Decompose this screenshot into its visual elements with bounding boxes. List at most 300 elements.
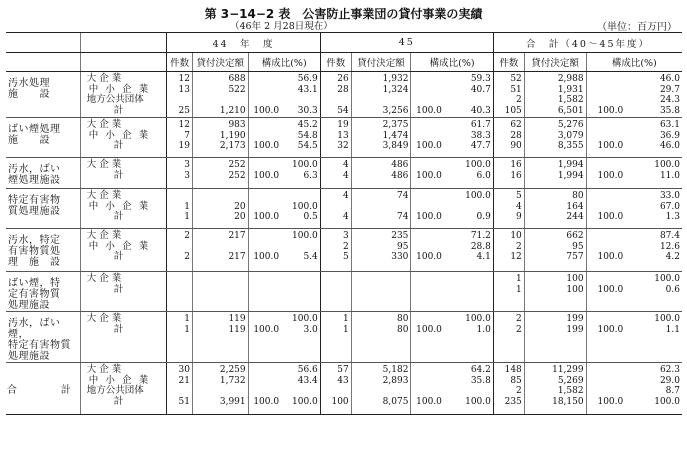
y44-ratio_b-cell <box>281 118 320 158</box>
value <box>249 386 279 397</box>
value: 4 <box>516 201 522 212</box>
value: 3,256 <box>382 105 409 116</box>
y45-ratio_b-cell <box>444 118 493 158</box>
value: 6.3 <box>303 170 318 181</box>
value: 148 <box>504 365 522 375</box>
header-year-row <box>6 33 682 53</box>
value <box>444 95 491 106</box>
value: 3,079 <box>557 130 584 141</box>
tot-amount-cell <box>524 158 586 189</box>
y44-count-cell <box>167 118 193 158</box>
value: 90 <box>510 141 522 151</box>
value <box>411 314 441 325</box>
value: 63.1 <box>659 120 680 130</box>
value: 71.2 <box>470 231 491 241</box>
y45-ratio_a-cell <box>411 312 444 363</box>
facility-cell <box>6 158 80 189</box>
value <box>587 85 624 96</box>
value: 87.4 <box>659 231 680 241</box>
value <box>281 242 318 253</box>
value <box>281 386 318 397</box>
value: 1 <box>184 212 190 222</box>
y44-ratio_a-cell <box>248 229 281 272</box>
value: 100.0 <box>654 160 680 170</box>
value <box>249 191 279 202</box>
value: 80 <box>396 314 409 324</box>
category-cell <box>80 363 167 415</box>
y44-amount-cell <box>192 72 248 118</box>
value <box>249 202 279 213</box>
value <box>444 285 491 296</box>
value: 217 <box>228 231 246 241</box>
tot-count-cell <box>493 72 524 118</box>
value: 662 <box>566 231 584 241</box>
value <box>411 85 441 96</box>
value <box>352 274 409 285</box>
value <box>193 285 246 296</box>
value: 2 <box>516 324 522 335</box>
value: 29.7 <box>659 84 680 95</box>
value: 3,849 <box>382 141 409 151</box>
value: 1,931 <box>557 84 584 95</box>
value: 2,893 <box>382 375 409 386</box>
value: 35.8 <box>659 105 680 116</box>
value: 522 <box>228 84 246 95</box>
facility-cell <box>6 118 80 158</box>
value: 2 <box>516 386 522 396</box>
category-label: 中小企業 <box>88 200 149 212</box>
value <box>281 95 318 106</box>
value: 100 <box>566 274 584 284</box>
value: 1,932 <box>382 74 409 84</box>
value: 1,732 <box>219 375 246 386</box>
value: 67.0 <box>659 201 680 212</box>
value <box>411 386 441 397</box>
value <box>167 191 190 202</box>
y44-ratio_a-cell <box>248 312 281 363</box>
value: 100.0 <box>292 396 318 407</box>
value: 1,210 <box>219 105 246 116</box>
y44-ratio_a-cell <box>248 189 281 229</box>
value: 100.0 <box>597 324 624 335</box>
table-row <box>6 189 682 229</box>
header-fy44: 44 年 度 <box>167 33 321 53</box>
y44-ratio_b-cell <box>281 363 320 415</box>
category-label: 計 <box>113 323 124 335</box>
header-count: 件数 <box>493 53 524 72</box>
value: 100.0 <box>416 141 442 151</box>
tot-amount-cell <box>524 272 586 312</box>
y45-amount-cell <box>351 312 411 363</box>
category-cell <box>80 158 167 189</box>
value: 100.0 <box>654 396 680 407</box>
tot-count-cell <box>493 229 524 272</box>
category-label: 中小企業 <box>88 374 149 386</box>
value: 3 <box>342 231 349 241</box>
y44-count-cell <box>167 72 193 118</box>
y45-count-cell <box>320 158 351 189</box>
value: 199 <box>566 324 584 335</box>
y45-amount-cell <box>351 72 411 118</box>
value: 0.9 <box>476 212 491 222</box>
y45-ratio_a-cell <box>411 189 444 229</box>
header-amount: 貸付決定額 <box>351 53 411 72</box>
table-title: 第 3−14−2 表 公害防止事業団の貸付事業の実績 <box>204 7 483 21</box>
value: 29.0 <box>659 375 680 386</box>
value: 51 <box>178 396 190 407</box>
value <box>444 202 491 213</box>
y44-amount-cell <box>192 312 248 363</box>
value: 8,075 <box>382 396 409 407</box>
value <box>193 242 246 253</box>
tot-count-cell <box>493 363 524 415</box>
value <box>321 202 349 213</box>
value: 100.0 <box>253 324 280 335</box>
facility-label: 処理施設 <box>8 300 50 311</box>
value <box>249 85 279 96</box>
value: 1 <box>516 274 522 284</box>
facility-label: 定有害物質 <box>8 289 61 300</box>
value <box>249 131 279 142</box>
facility-label: ばい煙，特 <box>8 278 61 289</box>
value: 2,173 <box>219 141 246 151</box>
value: 61.7 <box>470 120 491 130</box>
value: 12 <box>178 74 190 84</box>
tot-ratio_b-cell <box>625 312 682 363</box>
value: 1.0 <box>476 324 491 335</box>
tot-amount-cell <box>524 72 586 118</box>
y44-ratio_b-cell <box>281 312 320 363</box>
table-row <box>6 272 682 312</box>
tot-ratio_b-cell <box>625 189 682 229</box>
value: 100.0 <box>597 396 624 407</box>
value: 30.3 <box>297 105 318 116</box>
value: 62 <box>510 120 522 130</box>
value <box>411 74 441 85</box>
value <box>249 242 279 253</box>
facility-label: 煙処理施設 <box>8 175 61 186</box>
value: 100.0 <box>597 252 624 262</box>
value <box>352 285 409 296</box>
value: 40.7 <box>470 84 491 95</box>
value: 100.0 <box>465 396 491 407</box>
table-subtitle: （46年 2 月28日現在） <box>230 21 333 32</box>
facility-label: 汚水，ばい煙， <box>8 318 61 340</box>
loan-results-table <box>6 32 682 415</box>
category-cell <box>80 272 167 312</box>
value: 235 <box>391 231 409 241</box>
category-label: 大 企 業 <box>86 159 122 170</box>
category-label: 計 <box>113 251 124 262</box>
value: 13 <box>337 130 349 141</box>
tot-ratio_b-cell <box>625 363 682 415</box>
tot-ratio_b-cell <box>625 72 682 118</box>
value: 2 <box>184 231 190 241</box>
facility-label: 特定有害物 <box>8 195 61 206</box>
y45-amount-cell <box>351 363 411 415</box>
value <box>587 120 624 131</box>
value: 43.1 <box>297 84 318 95</box>
value: 2,375 <box>382 120 409 130</box>
category-cell <box>80 312 167 363</box>
y45-amount-cell <box>351 158 411 189</box>
tot-ratio_b-cell <box>625 158 682 189</box>
value: 16 <box>510 160 522 170</box>
header-total: 合 計（40〜45年度） <box>493 33 682 53</box>
header-amount: 貸付決定額 <box>192 53 248 72</box>
value: 1,994 <box>557 170 584 181</box>
facility-cell <box>6 229 80 272</box>
value <box>587 74 624 85</box>
value: 8.7 <box>665 386 680 396</box>
value <box>587 314 624 325</box>
category-label: 地方公共団体 <box>86 385 144 396</box>
value <box>352 386 409 397</box>
value <box>411 285 441 296</box>
value <box>444 386 491 397</box>
tot-count-cell <box>493 312 524 363</box>
y44-ratio_a-cell <box>248 72 281 118</box>
header-column-row <box>6 53 682 72</box>
y45-amount-cell <box>351 229 411 272</box>
y44-ratio_a-cell <box>248 272 281 312</box>
value: 2,259 <box>219 365 246 375</box>
value <box>411 376 441 387</box>
y45-count-cell <box>320 312 351 363</box>
y44-ratio_b-cell <box>281 229 320 272</box>
value: 80 <box>572 191 584 201</box>
value: 3,991 <box>219 396 246 407</box>
value <box>193 274 246 285</box>
value: 19 <box>337 120 349 130</box>
category-label: 大 企 業 <box>86 119 122 130</box>
value: 6.0 <box>476 170 491 181</box>
value: 119 <box>228 314 246 324</box>
y45-ratio_a-cell <box>411 72 444 118</box>
value: 217 <box>228 252 246 262</box>
value <box>249 314 279 325</box>
category-label: 地方公共団体 <box>86 94 144 105</box>
value <box>587 242 624 253</box>
tot-ratio_a-cell <box>586 272 625 312</box>
value <box>411 120 441 131</box>
y44-ratio_b-cell <box>281 272 320 312</box>
tot-ratio_a-cell <box>586 158 625 189</box>
header-ratio: 構成比(%) <box>411 53 493 72</box>
value: 252 <box>228 170 246 181</box>
y44-amount-cell <box>192 363 248 415</box>
value: 62.3 <box>659 365 680 375</box>
header-ratio: 構成比(%) <box>586 53 682 72</box>
value: 100.0 <box>654 314 680 324</box>
category-label: 大 企 業 <box>86 273 122 284</box>
value <box>193 191 246 202</box>
value <box>321 95 349 106</box>
value: 11.0 <box>659 170 680 181</box>
value: 100.0 <box>253 396 280 407</box>
value <box>249 231 279 242</box>
y44-count-cell <box>167 272 193 312</box>
y45-amount-cell <box>351 272 411 312</box>
value: 100.0 <box>654 274 680 284</box>
category-label: 大 企 業 <box>86 364 122 375</box>
value <box>587 95 624 106</box>
y44-ratio_b-cell <box>281 189 320 229</box>
facility-label: ばい煙処理 <box>8 124 61 135</box>
table-row <box>6 363 682 415</box>
value <box>411 231 441 242</box>
y44-ratio_a-cell <box>248 118 281 158</box>
value: 252 <box>228 160 246 170</box>
value: 40.3 <box>470 105 491 116</box>
value: 1,994 <box>557 160 584 170</box>
value: 100.0 <box>416 212 442 222</box>
value: 2 <box>184 252 190 262</box>
facility-label: 特定有害物質 <box>8 340 71 351</box>
value <box>587 274 624 285</box>
value <box>411 274 441 285</box>
value: 74 <box>396 191 409 201</box>
value: 100.0 <box>416 170 442 181</box>
y45-ratio_b-cell <box>444 312 493 363</box>
y45-ratio_b-cell <box>444 229 493 272</box>
value: 43.4 <box>297 375 318 386</box>
value <box>321 274 349 285</box>
y44-amount-cell <box>192 158 248 189</box>
value <box>587 386 624 397</box>
value <box>321 285 349 296</box>
value: 100.0 <box>416 105 442 116</box>
category-label: 計 <box>113 104 124 116</box>
value: 486 <box>391 160 409 170</box>
category-cell <box>80 229 167 272</box>
y45-count-cell <box>320 118 351 158</box>
value: 1 <box>184 201 190 212</box>
value: 3 <box>184 160 190 170</box>
category-label: 中小企業 <box>88 83 149 95</box>
value: 8,355 <box>557 141 584 151</box>
value <box>411 131 441 142</box>
tot-ratio_a-cell <box>586 72 625 118</box>
y45-ratio_b-cell <box>444 363 493 415</box>
y44-amount-cell <box>192 189 248 229</box>
value <box>444 274 491 285</box>
value: 7 <box>184 130 190 141</box>
value: 4 <box>342 160 349 170</box>
value: 5.4 <box>303 252 318 262</box>
value: 36.9 <box>659 130 680 141</box>
y44-ratio_a-cell <box>248 363 281 415</box>
value: 5 <box>342 252 349 262</box>
y45-count-cell <box>320 229 351 272</box>
value: 32 <box>337 141 349 151</box>
value: 54 <box>337 105 349 116</box>
value: 80 <box>396 324 409 335</box>
value: 2 <box>342 241 349 252</box>
category-label: 計 <box>113 140 124 151</box>
value: 11,299 <box>552 365 584 375</box>
value: 119 <box>228 324 246 335</box>
value: 4.1 <box>476 252 491 262</box>
tot-ratio_b-cell <box>625 272 682 312</box>
tot-ratio_b-cell <box>625 118 682 158</box>
table-row <box>6 118 682 158</box>
value <box>411 95 441 106</box>
facility-label: 有害物質処 <box>8 246 61 257</box>
value: 5,182 <box>382 365 409 375</box>
value: 0.6 <box>665 284 680 295</box>
value: 6,501 <box>557 105 584 116</box>
value: 244 <box>566 212 584 222</box>
value: 24.3 <box>659 95 680 105</box>
value <box>249 74 279 85</box>
value <box>281 191 318 202</box>
value: 12 <box>178 120 190 130</box>
category-label: 計 <box>113 211 124 222</box>
header-count: 件数 <box>320 53 351 72</box>
value: 30 <box>178 365 190 375</box>
value: 0.5 <box>303 212 318 222</box>
value: 43 <box>337 375 349 386</box>
value: 28 <box>337 84 349 95</box>
value: 1.3 <box>665 212 680 222</box>
facility-cell <box>6 312 80 363</box>
value: 95 <box>572 241 584 252</box>
value: 33.0 <box>659 191 680 201</box>
value: 5 <box>516 191 522 201</box>
value: 47.7 <box>470 141 491 151</box>
value <box>352 202 409 213</box>
value: 59.3 <box>470 74 491 84</box>
y44-ratio_a-cell <box>248 158 281 189</box>
value <box>249 376 279 387</box>
tot-ratio_a-cell <box>586 363 625 415</box>
y45-amount-cell <box>351 118 411 158</box>
value: 52 <box>510 74 522 84</box>
table-row <box>6 72 682 118</box>
value: 486 <box>391 170 409 181</box>
value: 12.6 <box>659 241 680 252</box>
value: 4.2 <box>665 252 680 262</box>
value <box>193 386 246 397</box>
value: 4 <box>342 170 349 181</box>
tot-amount-cell <box>524 363 586 415</box>
value: 100.0 <box>416 324 442 335</box>
table-row <box>6 229 682 272</box>
tot-ratio_a-cell <box>586 118 625 158</box>
value: 3.0 <box>303 324 318 335</box>
value: 100.0 <box>292 160 318 170</box>
value <box>587 231 624 242</box>
header-amount: 貸付決定額 <box>524 53 586 72</box>
value: 13 <box>178 84 190 95</box>
value: 95 <box>396 241 409 252</box>
value: 1.1 <box>665 324 680 335</box>
tot-ratio_a-cell <box>586 312 625 363</box>
value: 757 <box>566 252 584 262</box>
table-row <box>6 158 682 189</box>
value: 100.0 <box>253 212 280 222</box>
y45-ratio_a-cell <box>411 118 444 158</box>
value: 1,190 <box>219 130 246 141</box>
value: 57 <box>337 365 349 375</box>
y44-amount-cell <box>192 272 248 312</box>
value: 100.0 <box>597 105 624 116</box>
value: 235 <box>504 396 522 407</box>
value: 46.0 <box>659 141 680 151</box>
category-label: 大 企 業 <box>86 190 122 201</box>
value: 74 <box>396 212 409 222</box>
